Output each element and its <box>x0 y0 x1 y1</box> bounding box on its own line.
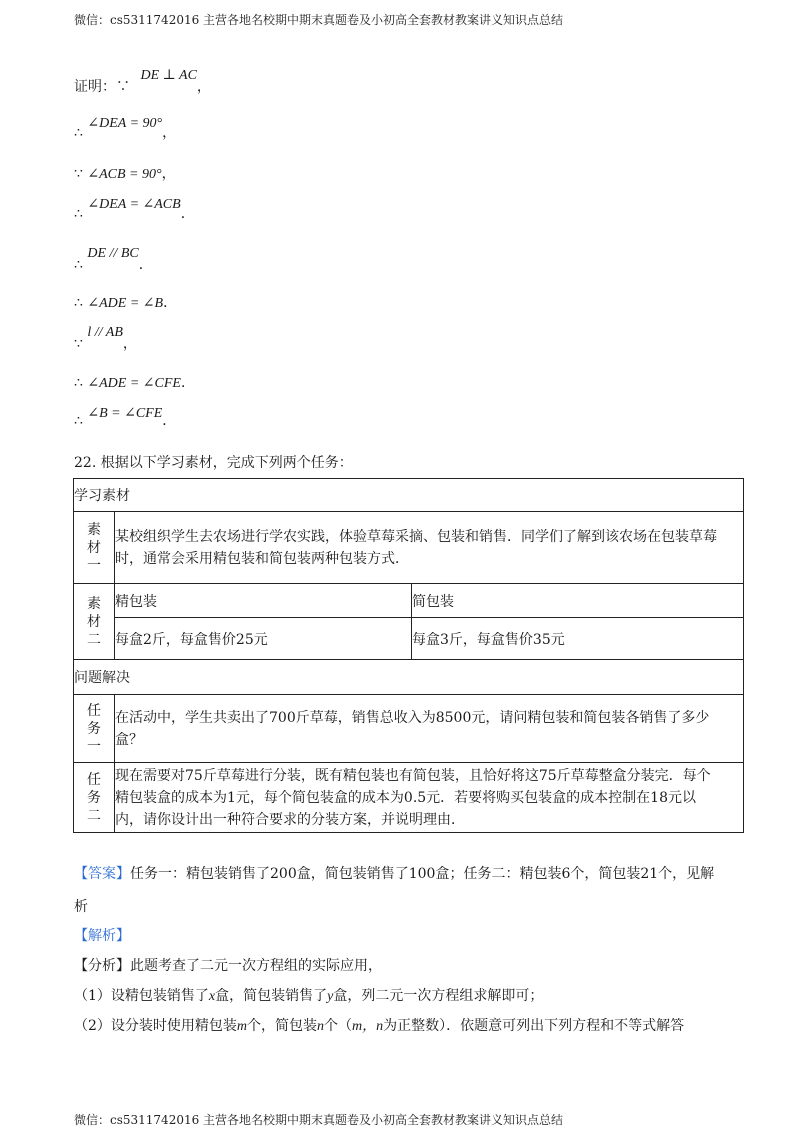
label-char: 任 <box>87 702 101 719</box>
fine-package-title: 精包装 <box>115 584 412 618</box>
task-two-text <box>115 763 744 833</box>
because-symbol: ∵ <box>116 79 130 95</box>
proof-line-8 <box>74 372 195 392</box>
variables-mn: m，n <box>352 1019 384 1034</box>
table-row <box>74 584 744 618</box>
text-segment: 为正整数）．依题意可列出下列方程和不等式解答 <box>383 1018 685 1034</box>
task-one-text <box>115 695 744 763</box>
punctuation: ． <box>180 206 195 222</box>
punctuation: ． <box>180 375 195 391</box>
therefore-symbol: ∴ <box>74 375 83 391</box>
therefore-symbol: ∴ <box>74 257 83 273</box>
proof-line-5 <box>74 246 153 274</box>
table-row <box>74 695 744 763</box>
proof-prefix: 证明： <box>74 79 116 95</box>
page-header: 微信：cs5311742016 主营各地名校期中期末真题卷及小初高全套教材教案讲义知识点总结 <box>74 13 564 27</box>
material-table <box>73 478 744 833</box>
question-stem: 22. 根据以下学习素材，完成下列两个任务： <box>74 455 353 471</box>
table-row <box>74 763 744 833</box>
problems-header: 问题解决 <box>74 660 744 695</box>
label-char: 二 <box>87 631 101 648</box>
punctuation: ． <box>138 257 153 273</box>
proof-line-7 <box>74 325 137 353</box>
fenxi-tag: 【分析】 <box>74 958 130 974</box>
label-char: 素 <box>87 595 101 612</box>
material-one-text <box>115 512 744 584</box>
label-char: 一 <box>87 557 101 574</box>
variable-x: x <box>208 989 216 1004</box>
math-expression: ∠ADE = ∠B <box>87 296 164 311</box>
variable-m: m <box>236 1019 248 1034</box>
punctuation: ， <box>122 336 137 352</box>
math-expression: ∠B = ∠CFE <box>87 406 163 421</box>
row-label <box>74 584 115 660</box>
answer-line <box>74 863 714 883</box>
variable-n: n <box>317 1019 325 1034</box>
proof-line-9 <box>74 406 177 430</box>
simple-package-desc: 每盒3斤，每盒售价35元 <box>412 618 744 660</box>
materials-header: 学习素材 <box>74 479 744 512</box>
analysis-step-1 <box>74 985 543 1005</box>
therefore-symbol: ∴ <box>74 413 83 429</box>
math-expression: DE // BC <box>87 246 139 261</box>
label-char: 材 <box>87 539 101 556</box>
label-char: 材 <box>87 613 101 630</box>
label-char: 素 <box>87 521 101 538</box>
proof-line-4 <box>74 197 195 223</box>
punctuation: ． <box>162 413 177 429</box>
math-expression: ∠DEA = 90° <box>87 116 163 131</box>
math-expression: ∠ACB = 90° <box>87 167 162 182</box>
text-line: 时，通常会采用精包装和简包装两种包装方式． <box>115 550 409 567</box>
answer-line-2: 析 <box>74 899 88 915</box>
label-char: 务 <box>87 789 101 806</box>
page-footer: 微信：cs5311742016 主营各地名校期中期末真题卷及小初高全套教材教案讲义知识点总结 <box>74 1113 564 1127</box>
analysis-step-2 <box>74 1015 684 1035</box>
simple-package-title: 简包装 <box>412 584 744 618</box>
text-segment: （2）设分装时使用精包装 <box>74 1018 237 1034</box>
proof-line-3 <box>74 163 176 183</box>
variable-y: y <box>327 989 334 1004</box>
row-label <box>74 695 115 763</box>
analysis-summary <box>74 955 382 975</box>
text-line: 盒？ <box>115 731 143 748</box>
answer-text: 任务一：精包装销售了200盒，简包装销售了100盒；任务二：精包装6个，简包装21个，见解 <box>130 866 715 882</box>
table-row <box>74 479 744 512</box>
therefore-symbol: ∴ <box>74 295 83 311</box>
proof-line-6 <box>74 292 177 312</box>
math-expression: ∠ADE = ∠CFE <box>87 376 181 391</box>
text-line: 精包装盒的成本为1元，每个简包装盒的成本为0.5元．若要将购买包装盒的成本控制在18元以 <box>115 789 696 806</box>
text-segment: 个，简包装 <box>247 1018 318 1034</box>
math-expression: l // AB <box>87 325 123 340</box>
row-label <box>74 512 115 584</box>
because-symbol: ∵ <box>74 166 83 182</box>
table-row <box>74 660 744 695</box>
text-line: 现在需要对75斤草莓进行分装，既有精包装也有简包装，且恰好将这75斤草莓整盒分装完．每个 <box>115 767 711 784</box>
math-expression: DE ⊥ AC <box>140 68 197 83</box>
punctuation: ， <box>162 125 177 141</box>
table-row <box>74 618 744 660</box>
label-char: 二 <box>87 807 101 824</box>
label-char: 一 <box>87 738 101 755</box>
punctuation: ， <box>161 166 176 182</box>
therefore-symbol: ∴ <box>74 125 83 141</box>
text-segment: （1）设精包装销售了 <box>74 988 209 1004</box>
text-line: 内，请你设计出一种符合要求的分装方案，并说明理由． <box>115 811 465 828</box>
math-expression: ∠DEA = ∠ACB <box>87 197 181 212</box>
text-segment: 个（ <box>324 1018 353 1034</box>
answer-tag: 【答案】 <box>74 866 130 882</box>
text-segment: 盒，简包装销售了 <box>215 988 328 1004</box>
label-char: 务 <box>87 720 101 737</box>
label-char: 任 <box>87 771 101 788</box>
row-label <box>74 763 115 833</box>
fenxi-text: 此题考查了二元一次方程组的实际应用， <box>130 958 382 974</box>
because-symbol: ∵ <box>74 336 83 352</box>
text-segment: 盒，列二元一次方程组求解即可； <box>333 988 544 1004</box>
text-line: 某校组织学生去农场进行学农实践，体验草莓采摘、包装和销售．同学们了解到该农场在包装草莓 <box>115 528 717 545</box>
analysis-tag: 【解析】 <box>74 928 130 944</box>
fine-package-desc: 每盒2斤，每盒售价25元 <box>115 618 412 660</box>
text-line: 在活动中，学生共卖出了700斤草莓，销售总收入为8500元，请问精包装和简包装各销售了多少 <box>115 709 710 726</box>
proof-line-1 <box>74 68 211 96</box>
table-row <box>74 512 744 584</box>
punctuation: ． <box>163 295 178 311</box>
therefore-symbol: ∴ <box>74 206 83 222</box>
proof-line-2 <box>74 116 177 142</box>
punctuation: ， <box>196 79 211 95</box>
